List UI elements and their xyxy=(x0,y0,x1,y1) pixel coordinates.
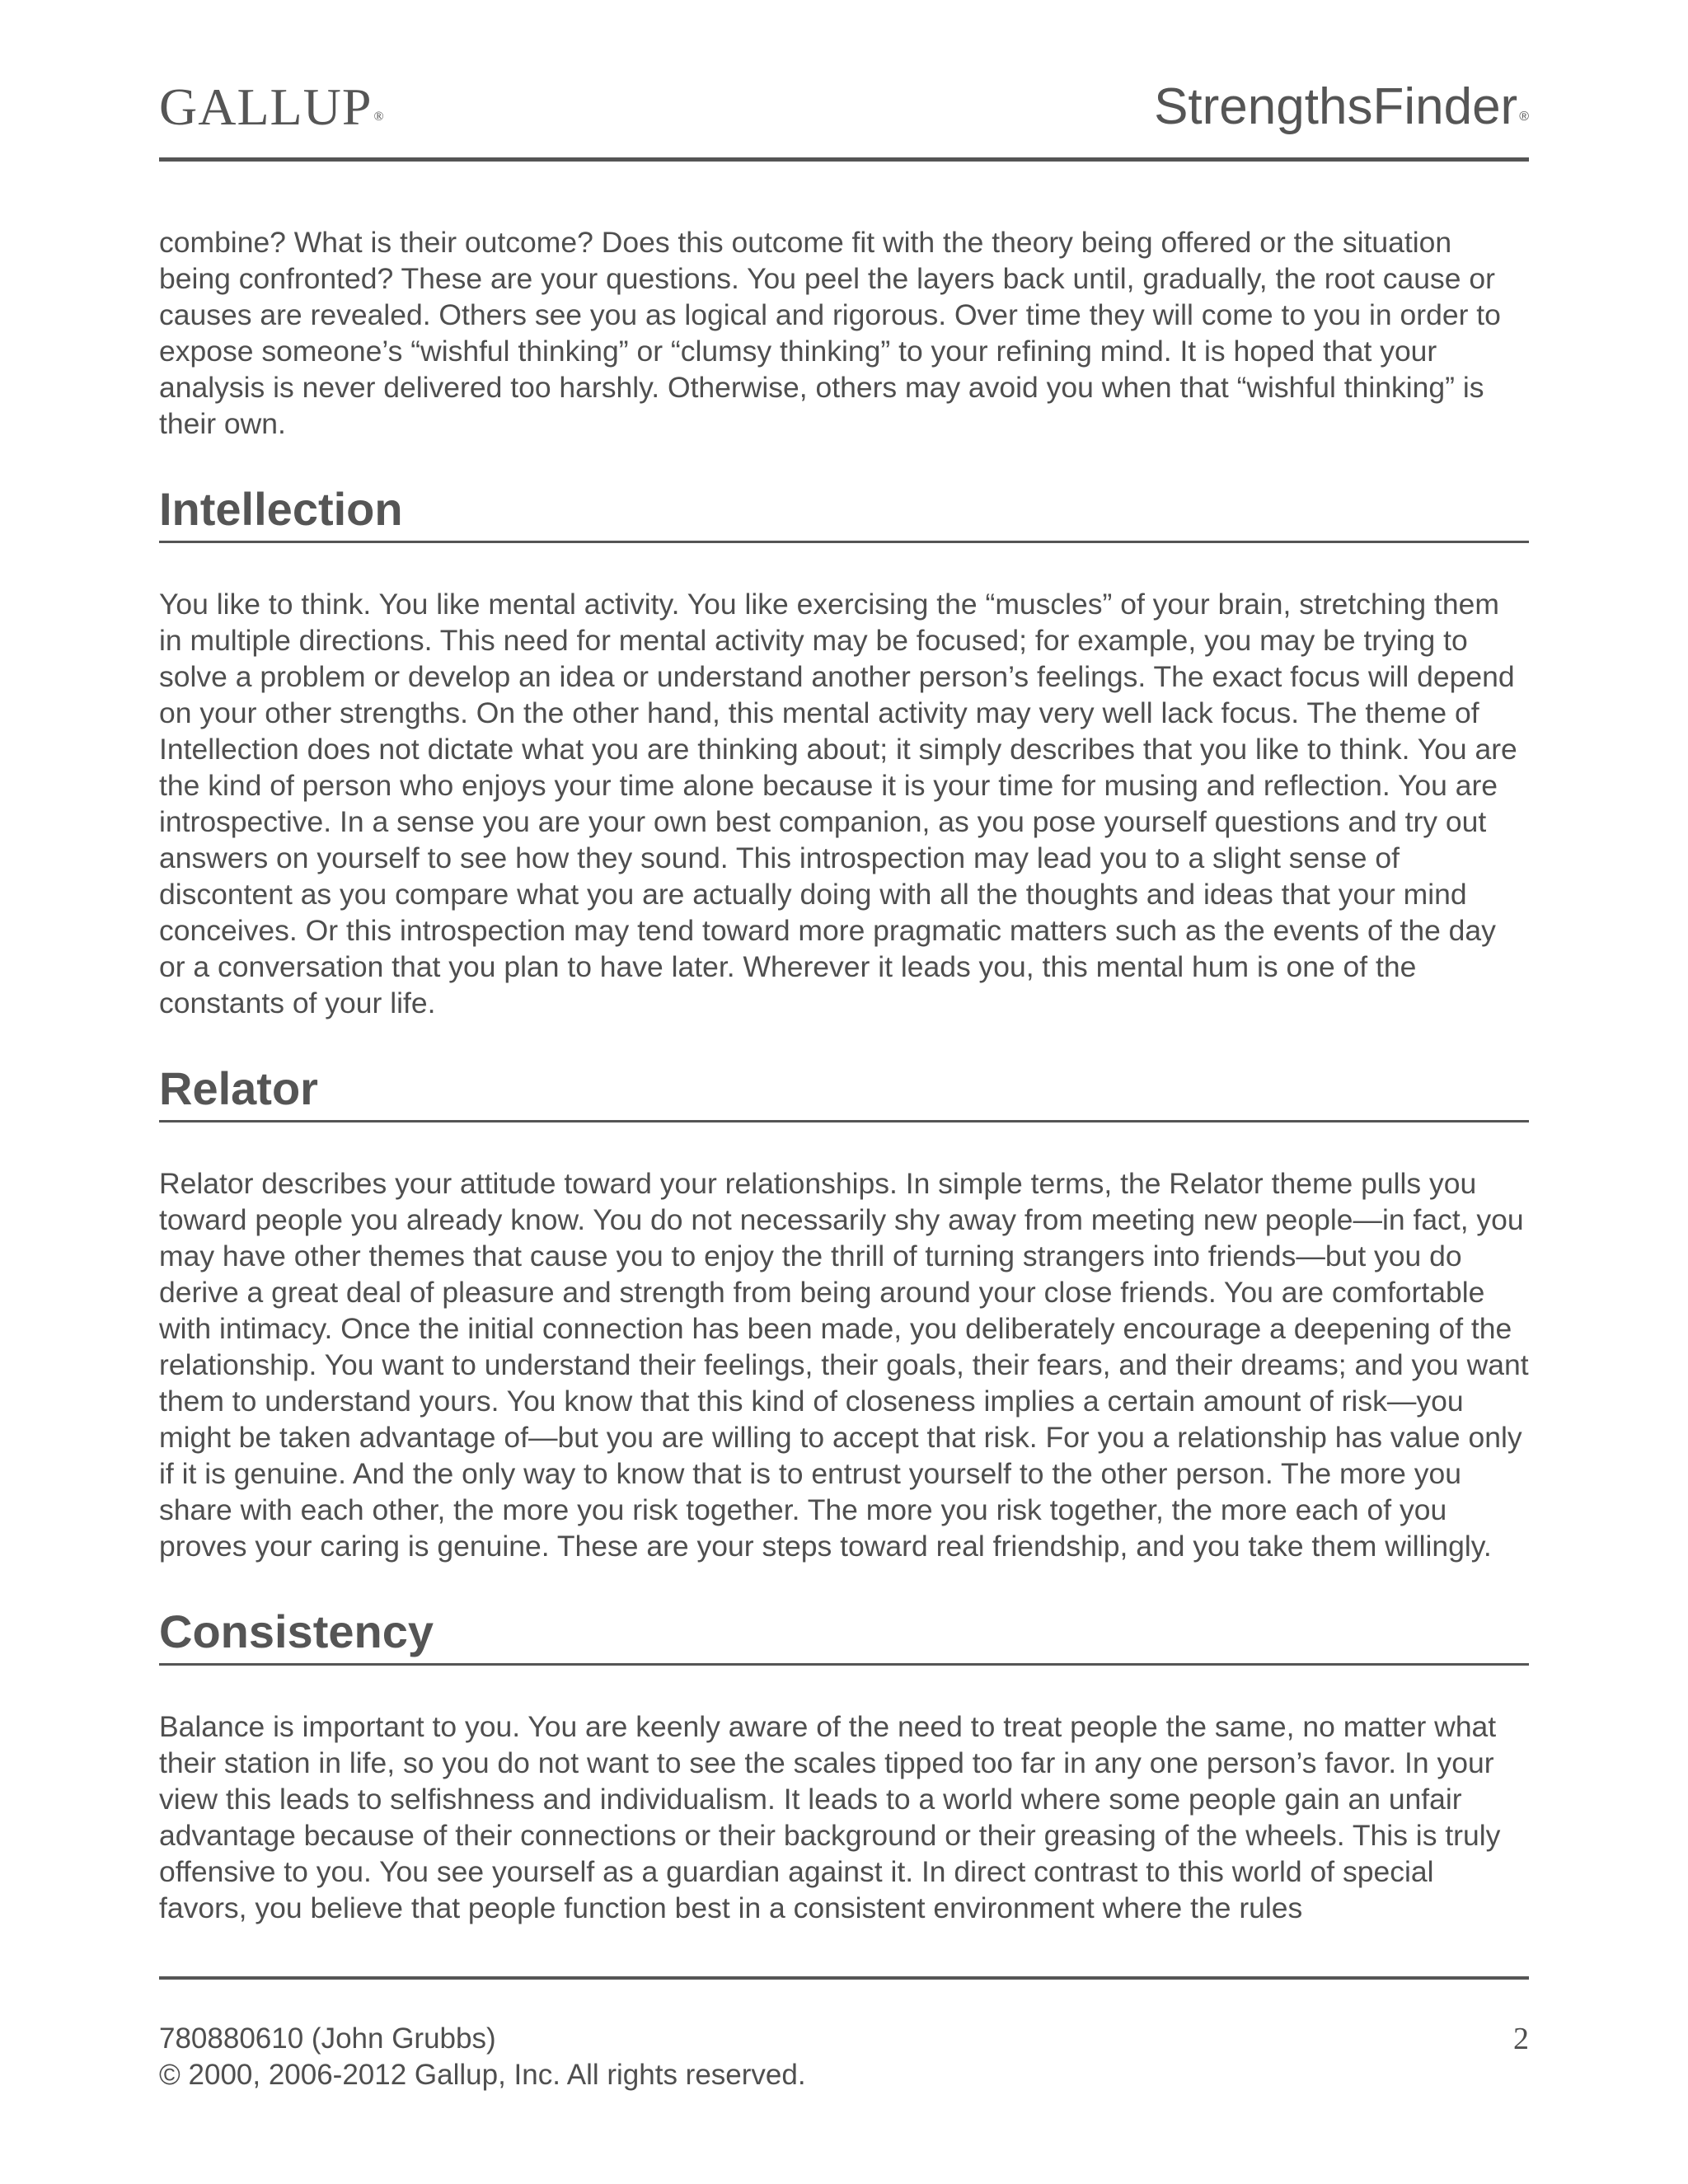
page-header xyxy=(159,78,1529,136)
section-relator xyxy=(159,1059,1529,1564)
section-heading: Relator xyxy=(159,1059,1529,1122)
intro-paragraph: combine? What is their outcome? Does this outcome fit with the theory being offered or the situation being confronted? These are your questions. You peel the layers back until, gradually, the root cause or causes are revealed. Others see you as logical and rigorous. Over time they will come to you in order to expose someone’s “wishful thinking” or “clumsy thinking” to your refining mind. It is hoped that your analysis is never delivered too harshly. Otherwise, others may avoid you when that “wishful thinking” is their own. xyxy=(159,226,1501,440)
page-content xyxy=(159,224,1529,1926)
header-divider xyxy=(159,157,1529,162)
section-body: Balance is important to you. You are keenly aware of the need to treat people the same, no matter what their station in life, so you do not want to see the scales tipped too far in any one person’s favor. In your view this leads to selfishness and individualism. It leads to a world where some people gain an unfair advantage because of their connections or their background or their greasing of the wheels. This is truly offensive to you. You see yourself as a guardian against it. In direct contrast to this world of special favors, you believe that people function best in a consistent environment where the rules xyxy=(159,1710,1501,1924)
page-number: 2 xyxy=(1513,2022,1529,2056)
copyright-notice: © 2000, 2006-2012 Gallup, Inc. All rights reserved. xyxy=(159,2059,806,2091)
section-heading: Consistency xyxy=(159,1602,1529,1666)
section-body: Relator describes your attitude toward your relationships. In simple terms, the Relator theme pulls you toward people you already know. You do not necessarily shy away from meeting new people—in fact, you may have other themes that cause you to enjoy the thrill of turning strangers into friends—but you do derive a great deal of pleasure and strength from being around your close friends. You are comfortable with intimacy. Once the initial connection has been made, you deliberately encourage a deepening of the relationship. You want to understand their feelings, their goals, their fears, and their dreams; and you want them to understand yours. You know that this kind of closeness implies a certain amount of risk—you might be taken advantage of—but you are willing to accept that risk. For you a relationship has value only if it is genuine. And the only way to know that is to entrust yourself to the other person. The more you share with each other, the more you risk together. The more you risk together, the more each of you proves your caring is genuine. These are your steps toward real friendship, and you take them willingly. xyxy=(159,1167,1529,1563)
strengthsfinder-registered-mark: ® xyxy=(1519,110,1529,124)
footer-divider xyxy=(159,1976,1529,1980)
gallup-logo-text: GALLUP xyxy=(159,77,373,136)
gallup-logo xyxy=(159,78,385,136)
section-heading: Intellection xyxy=(159,480,1529,543)
page-footer xyxy=(159,2021,1529,2093)
strengthsfinder-logo xyxy=(1154,78,1529,136)
strengthsfinder-logo-text: StrengthsFinder xyxy=(1154,78,1518,135)
document-page xyxy=(159,0,1529,2184)
section-intellection xyxy=(159,480,1529,1021)
section-body: You like to think. You like mental activity. You like exercising the “muscles” of your brain, stretching them in multiple directions. This need for mental activity may be focused; for example, you may be trying to solve a problem or develop an idea or understand another person’s feelings. The exact focus will depend on your other strengths. On the other hand, this mental activity may very well lack focus. The theme of Intellection does not dictate what you are thinking about; it simply describes that you like to think. You are the kind of person who enjoys your time alone because it is your time for musing and reflection. You are introspective. In a sense you are your own best companion, as you pose yourself questions and try out answers on yourself to see how they sound. This introspection may lead you to a slight sense of discontent as you compare what you are actually doing with all the thoughts and ideas that your mind conceives. Or this introspection may tend toward more pragmatic matters such as the events of the day or a conversation that you plan to have later. Wherever it leads you, this mental hum is one of the constants of your life. xyxy=(159,588,1517,1019)
gallup-registered-mark: ® xyxy=(373,110,385,124)
report-id: 780880610 (John Grubbs) xyxy=(159,2022,496,2055)
section-consistency xyxy=(159,1602,1529,1926)
